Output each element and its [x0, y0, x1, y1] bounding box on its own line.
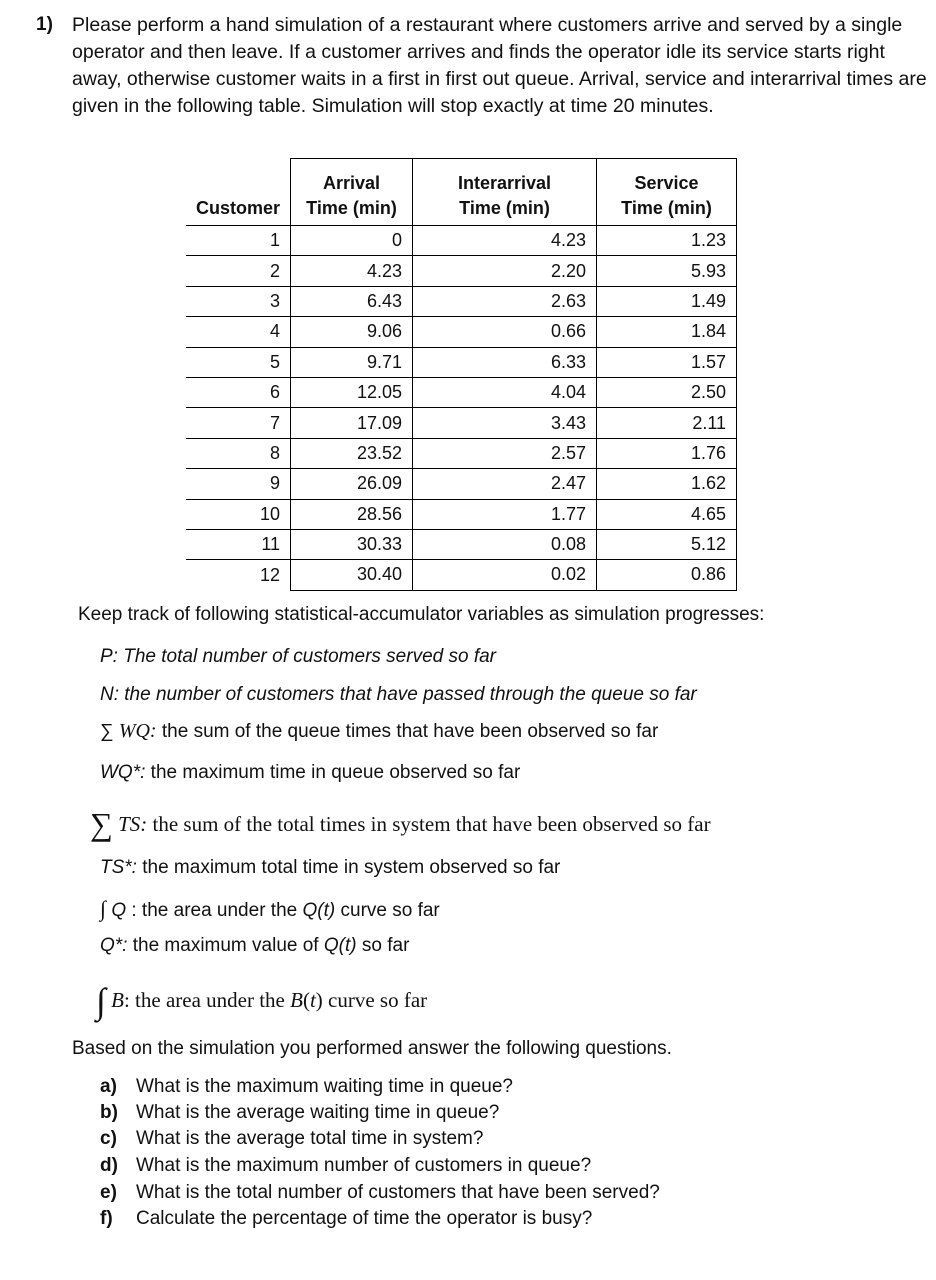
question-item-e: e) What is the total number of customers that have been served?	[100, 1182, 660, 1203]
var-integral-q: ∫ Q : the area under the Q(t) curve so far	[100, 896, 440, 921]
question-number: 1)	[36, 14, 53, 35]
table-row: 2 4.23 2.20 5.93	[186, 256, 737, 286]
question-item-b: b) What is the average waiting time in queue?	[100, 1102, 500, 1123]
data-table	[186, 158, 737, 591]
var-ts-max: TS*: the maximum total time in system observed so far	[100, 857, 561, 878]
table-row: 4 9.06 0.66 1.84	[186, 317, 737, 347]
table-row: 10 28.56 1.77 4.65	[186, 499, 737, 529]
sum-symbol-icon: ∑	[90, 806, 113, 842]
question-text: Please perform a hand simulation of a restaurant where customers arrive and served by a single operator and then leave. If a customer arrives and finds the operator idle its service starts right away, otherwise customer waits in a first in first out queue. Arrival, service and interarrival times are given in the following table. Simulation will stop exactly at time 20 minutes.	[72, 14, 927, 117]
table-row: 6 12.05 4.04 2.50	[186, 377, 737, 407]
integral-symbol-icon: ∫	[100, 896, 107, 921]
integral-symbol-icon: ∫	[96, 981, 106, 1021]
table-row: 3 6.43 2.63 1.49	[186, 286, 737, 316]
tracking-intro: Keep track of following statistical-accumulator variables as simulation progresses:	[78, 604, 765, 625]
question-item-f: f) Calculate the percentage of time the operator is busy?	[100, 1208, 593, 1229]
questions-intro: Based on the simulation you performed answer the following questions.	[72, 1038, 672, 1059]
header-service: Service Time (min)	[597, 159, 737, 226]
var-p: P: The total number of customers served so far	[100, 646, 497, 667]
table-row: 9 26.09 2.47 1.62	[186, 469, 737, 499]
header-customer: Customer	[186, 159, 291, 226]
table-row: 7 17.09 3.43 2.11	[186, 408, 737, 438]
var-n: N: the number of customers that have passed through the queue so far	[100, 684, 697, 705]
table-row: 5 9.71 6.33 1.57	[186, 347, 737, 377]
var-sum-ts: ∑ TS: the sum of the total times in system that have been observed so far	[90, 806, 711, 842]
var-q-max: Q*: the maximum value of Q(t) so far	[100, 935, 410, 956]
table-row: 12 30.40 0.02 0.86	[186, 560, 737, 590]
sum-symbol-icon: ∑	[100, 721, 114, 742]
header-arrival: Arrival Time (min)	[291, 159, 413, 226]
question-item-a: a) What is the maximum waiting time in queue?	[100, 1076, 513, 1097]
question-item-c: c) What is the average total time in system?	[100, 1128, 484, 1149]
header-interarrival: Interarrival Time (min)	[413, 159, 597, 226]
var-integral-b: ∫ B: the area under the B(t) curve so far	[96, 981, 428, 1021]
table-row: 8 23.52 2.57 1.76	[186, 438, 737, 468]
table-row: 1 0 4.23 1.23	[186, 226, 737, 256]
var-sum-wq: ∑ WQ: the sum of the queue times that have been observed so far	[100, 720, 659, 742]
question-item-d: d) What is the maximum number of customers in queue?	[100, 1155, 592, 1176]
table-header-row	[186, 159, 737, 226]
var-wq-max: WQ*: the maximum time in queue observed so far	[100, 762, 521, 783]
table-row: 11 30.33 0.08 5.12	[186, 529, 737, 559]
